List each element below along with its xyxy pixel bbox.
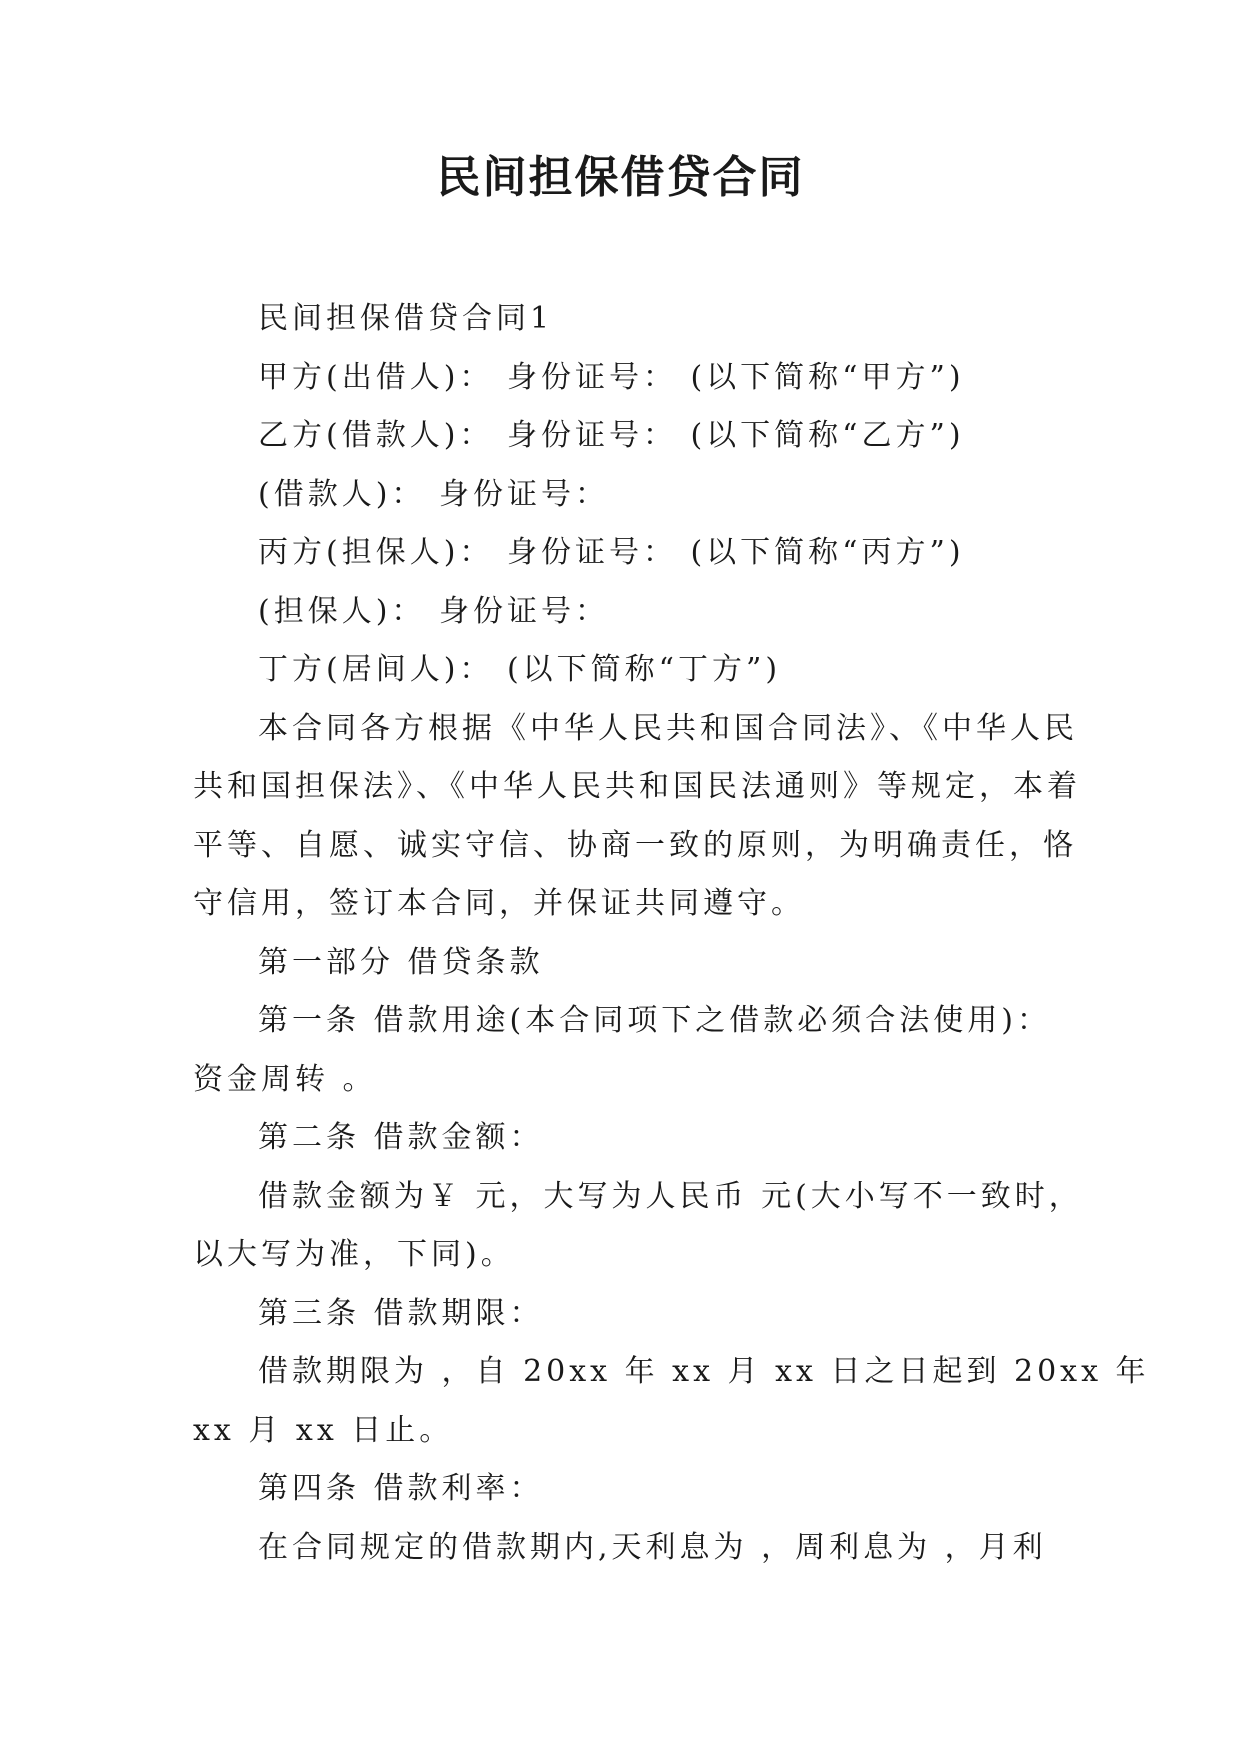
document-title: 民间担保借贷合同: [436, 152, 805, 203]
paragraph: [193, 1168, 1083, 1285]
paragraph: [193, 349, 1055, 408]
paragraph-line: 平等、自愿、诚实守信、协商一致的原则，为明确责任，恪: [193, 827, 1077, 863]
paragraph-line: 丙方(担保人)： 身份证号： (以下简称“丙方”): [258, 535, 965, 570]
paragraph-line: 乙方(借款人)： 身份证号： (以下简称“乙方”): [258, 418, 965, 453]
paragraph: [193, 407, 1055, 466]
paragraph-line: 民间担保借贷合同1: [258, 301, 554, 336]
paragraph-line: 共和国担保法》、《中华人民共和国民法通则》等规定，本着: [193, 769, 1081, 804]
paragraph: [193, 1460, 1055, 1519]
paragraph-line: (借款人)： 身份证号：: [258, 476, 609, 512]
paragraph-line: 第一条 借款用途(本合同项下之借款必须合法使用)：: [258, 1003, 1051, 1038]
paragraph-line: 以大写为准，下同)。: [193, 1237, 515, 1272]
paragraph: [193, 466, 1055, 525]
paragraph: [193, 290, 1055, 349]
document-body: [193, 290, 1150, 1577]
paragraph-line: xx 月 xx 日止。: [193, 1412, 454, 1448]
paragraph-line: 借款金额为￥ 元，大写为人民币 元(大小写不一致时，: [258, 1178, 1083, 1214]
paragraph-line: 资金周转 。: [193, 1061, 377, 1097]
paragraph-line: 借款期限为 ，自 20xx 年 xx 月 xx 日之日起到 20xx 年: [258, 1354, 1150, 1389]
paragraph-line: 在合同规定的借款期内,天利息为 ，周利息为 ，月利: [258, 1529, 1047, 1565]
paragraph-line: 守信用，签订本合同，并保证共同遵守。: [193, 886, 805, 921]
paragraph: [193, 992, 1055, 1109]
paragraph: [193, 583, 1055, 642]
paragraph-line: 第一部分 借贷条款: [258, 944, 544, 980]
paragraph: [193, 1109, 1055, 1168]
paragraph-line: 第二条 借款金额：: [258, 1120, 544, 1155]
paragraph: [193, 1519, 1055, 1578]
paragraph-line: 第四条 借款利率：: [258, 1471, 544, 1506]
paragraph: [193, 641, 1055, 700]
paragraph: [193, 700, 1081, 934]
paragraph: [193, 1343, 1150, 1460]
paragraph-line: 本合同各方根据《中华人民共和国合同法》、《中华人民: [258, 710, 1078, 746]
paragraph: [193, 1285, 1055, 1344]
paragraph-line: 甲方(出借人)： 身份证号： (以下简称“甲方”): [258, 359, 965, 395]
paragraph-line: (担保人)： 身份证号：: [258, 593, 609, 629]
paragraph-line: 第三条 借款期限：: [258, 1295, 544, 1331]
paragraph: [193, 524, 1055, 583]
paragraph: [193, 934, 1055, 993]
paragraph-line: 丁方(居间人)： (以下简称“丁方”): [258, 652, 782, 687]
